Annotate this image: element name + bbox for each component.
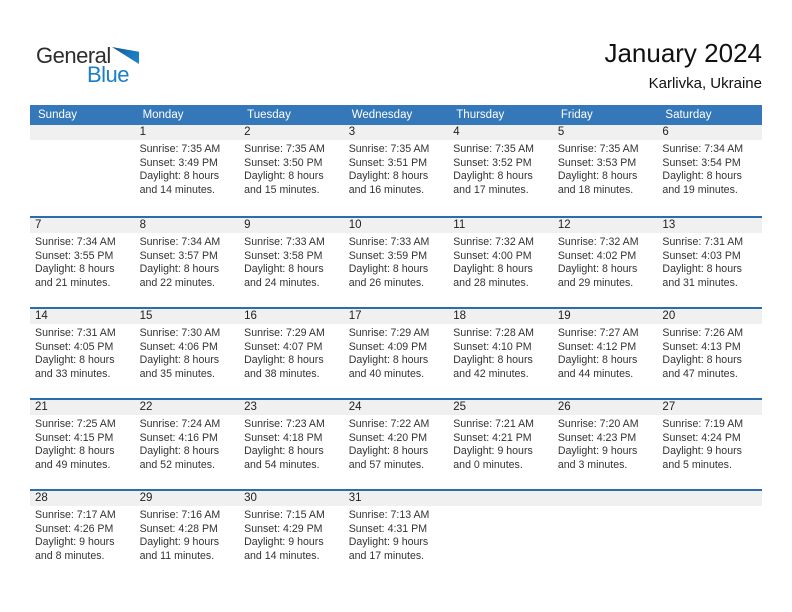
sunrise-line: Sunrise: 7:24 AM xyxy=(139,418,221,430)
sunrise-line: Sunrise: 7:30 AM xyxy=(139,327,221,339)
daylight-line-2: and 33 minutes. xyxy=(35,367,111,380)
daylight-line: Daylight: 8 hours xyxy=(348,263,429,275)
sunrise-line: Sunrise: 7:35 AM xyxy=(139,143,221,155)
daylight-line: Daylight: 8 hours xyxy=(244,263,324,275)
day-cell xyxy=(344,327,449,381)
sunset-line: Sunset: 3:57 PM xyxy=(139,249,218,262)
day-cell xyxy=(239,418,344,472)
daylight-line: Daylight: 8 hours xyxy=(557,354,638,366)
sunset-line: Sunset: 4:09 PM xyxy=(348,340,428,353)
sunrise-line: Sunrise: 7:34 AM xyxy=(35,236,116,248)
daylight-line-2: and 29 minutes. xyxy=(557,276,634,289)
sunrise-line: Sunrise: 7:27 AM xyxy=(557,327,639,339)
daylight-line-2: and 5 minutes. xyxy=(662,458,732,471)
sunrise-line: Sunrise: 7:15 AM xyxy=(244,509,325,521)
day-number: 23 xyxy=(244,401,257,413)
day-number: 21 xyxy=(35,401,48,413)
day-number: 30 xyxy=(244,492,257,504)
day-number: 17 xyxy=(348,310,362,322)
daylight-line-2: and 17 minutes. xyxy=(348,549,425,562)
sunset-line: Sunset: 4:20 PM xyxy=(348,431,428,444)
day-number: 12 xyxy=(557,219,571,231)
logo-text-blue: Blue xyxy=(87,62,130,87)
daylight-line-2: and 16 minutes. xyxy=(348,183,425,196)
sunset-line: Sunset: 3:49 PM xyxy=(139,156,218,169)
sunset-line: Sunset: 4:03 PM xyxy=(662,249,741,262)
day-number: 4 xyxy=(453,126,460,138)
day-number: 31 xyxy=(348,492,362,504)
day-number: 27 xyxy=(662,401,676,413)
daylight-line: Daylight: 8 hours xyxy=(662,263,742,275)
daylight-line-2: and 17 minutes. xyxy=(453,183,529,196)
daylight-line-2: and 8 minutes. xyxy=(35,549,105,562)
sunrise-line: Sunrise: 7:13 AM xyxy=(348,509,430,521)
week-row xyxy=(30,489,762,580)
weekday-header: Tuesday xyxy=(247,109,291,121)
daylight-line: Daylight: 8 hours xyxy=(453,263,533,275)
daylight-line: Daylight: 8 hours xyxy=(557,263,638,275)
day-number xyxy=(448,491,553,506)
day-number: 2 xyxy=(244,126,251,138)
day-cell xyxy=(448,509,553,563)
sunrise-line: Sunrise: 7:28 AM xyxy=(453,327,534,339)
day-cell xyxy=(657,418,762,472)
day-number xyxy=(30,125,135,140)
day-details-row xyxy=(30,415,762,472)
daylight-line-2: and 52 minutes. xyxy=(139,458,215,471)
week-row xyxy=(30,125,762,216)
day-cell xyxy=(553,143,658,197)
day-number-band xyxy=(30,400,762,415)
daylight-line-2: and 24 minutes. xyxy=(244,276,320,289)
sunrise-line: Sunrise: 7:25 AM xyxy=(35,418,116,430)
sunset-line: Sunset: 3:58 PM xyxy=(244,249,323,262)
sunset-line: Sunset: 3:52 PM xyxy=(453,156,532,169)
sunrise-line: Sunrise: 7:35 AM xyxy=(244,143,325,155)
day-cell xyxy=(344,236,449,290)
weekday-header: Sunday xyxy=(38,109,78,121)
logo-text-general: General xyxy=(36,43,111,68)
day-details-row xyxy=(30,233,762,290)
sunrise-line: Sunrise: 7:20 AM xyxy=(557,418,639,430)
daylight-line: Daylight: 8 hours xyxy=(348,170,429,182)
day-number: 1 xyxy=(139,126,146,138)
day-cell xyxy=(657,327,762,381)
daylight-line-2: and 44 minutes. xyxy=(557,367,634,380)
day-cell xyxy=(135,418,240,472)
sunset-line: Sunset: 4:13 PM xyxy=(662,340,741,353)
general-blue-logo xyxy=(36,40,166,88)
daylight-line-2: and 40 minutes. xyxy=(348,367,425,380)
daylight-line-2: and 54 minutes. xyxy=(244,458,320,471)
day-cell xyxy=(553,418,658,472)
daylight-line: Daylight: 8 hours xyxy=(453,354,533,366)
calendar-table xyxy=(30,105,762,580)
day-details-row xyxy=(30,506,762,563)
sunset-line: Sunset: 4:23 PM xyxy=(557,431,637,444)
day-cell xyxy=(239,509,344,563)
daylight-line-2: and 31 minutes. xyxy=(662,276,738,289)
sunset-line: Sunset: 4:16 PM xyxy=(139,431,218,444)
day-cell xyxy=(448,143,553,197)
daylight-line-2: and 0 minutes. xyxy=(453,458,523,471)
day-cell xyxy=(344,418,449,472)
sunset-line: Sunset: 4:00 PM xyxy=(453,249,532,262)
daylight-line-2: and 28 minutes. xyxy=(453,276,529,289)
sunrise-line: Sunrise: 7:35 AM xyxy=(557,143,639,155)
sunrise-line: Sunrise: 7:16 AM xyxy=(139,509,221,521)
day-number xyxy=(657,491,762,506)
day-number: 19 xyxy=(557,310,571,322)
page-title: January 2024 xyxy=(604,38,762,68)
daylight-line: Daylight: 8 hours xyxy=(244,170,324,182)
week-row xyxy=(30,216,762,307)
sunrise-line: Sunrise: 7:35 AM xyxy=(348,143,430,155)
day-number: 5 xyxy=(557,126,565,138)
week-row xyxy=(30,307,762,398)
day-details-row xyxy=(30,140,762,197)
daylight-line: Daylight: 8 hours xyxy=(453,170,533,182)
sunrise-line: Sunrise: 7:32 AM xyxy=(453,236,534,248)
daylight-line: Daylight: 9 hours xyxy=(244,536,324,548)
daylight-line-2: and 14 minutes. xyxy=(244,549,320,562)
sunrise-line: Sunrise: 7:29 AM xyxy=(244,327,325,339)
sunset-line: Sunset: 4:05 PM xyxy=(35,340,114,353)
daylight-line-2: and 57 minutes. xyxy=(348,458,425,471)
sunset-line: Sunset: 3:55 PM xyxy=(35,249,114,262)
day-number: 13 xyxy=(662,219,676,231)
sunset-line: Sunset: 4:02 PM xyxy=(557,249,637,262)
sunrise-line: Sunrise: 7:34 AM xyxy=(139,236,221,248)
day-cell xyxy=(448,418,553,472)
day-number: 11 xyxy=(453,219,466,231)
daylight-line-2: and 35 minutes. xyxy=(139,367,215,380)
day-number-band xyxy=(30,125,762,140)
day-cell xyxy=(239,327,344,381)
day-number: 10 xyxy=(348,219,362,231)
sunset-line: Sunset: 4:21 PM xyxy=(453,431,532,444)
day-number: 29 xyxy=(139,492,153,504)
day-number: 22 xyxy=(139,401,153,413)
day-cell xyxy=(553,509,658,563)
sunrise-line: Sunrise: 7:32 AM xyxy=(557,236,639,248)
daylight-line-2: and 49 minutes. xyxy=(35,458,111,471)
daylight-line: Daylight: 8 hours xyxy=(35,263,115,275)
daylight-line: Daylight: 9 hours xyxy=(662,445,742,457)
day-cell xyxy=(135,327,240,381)
weekday-header: Monday xyxy=(142,109,184,121)
day-number: 15 xyxy=(139,310,153,322)
day-number: 7 xyxy=(35,219,42,231)
day-number: 18 xyxy=(453,310,467,322)
day-cell xyxy=(448,236,553,290)
day-number: 14 xyxy=(35,310,48,322)
sunset-line: Sunset: 4:31 PM xyxy=(348,522,428,535)
daylight-line: Daylight: 9 hours xyxy=(35,536,115,548)
sunset-line: Sunset: 3:51 PM xyxy=(348,156,428,169)
daylight-line: Daylight: 8 hours xyxy=(139,170,220,182)
sunrise-line: Sunrise: 7:34 AM xyxy=(662,143,744,155)
sunset-line: Sunset: 4:18 PM xyxy=(244,431,323,444)
daylight-line: Daylight: 9 hours xyxy=(557,445,638,457)
sunrise-line: Sunrise: 7:33 AM xyxy=(244,236,325,248)
sunrise-line: Sunrise: 7:23 AM xyxy=(244,418,325,430)
sunset-line: Sunset: 4:06 PM xyxy=(139,340,218,353)
daylight-line: Daylight: 8 hours xyxy=(35,354,115,366)
weekday-header: Thursday xyxy=(456,109,505,121)
sunrise-line: Sunrise: 7:22 AM xyxy=(348,418,430,430)
daylight-line-2: and 26 minutes. xyxy=(348,276,425,289)
day-number: 26 xyxy=(557,401,571,413)
daylight-line: Daylight: 8 hours xyxy=(244,445,324,457)
day-cell xyxy=(135,509,240,563)
daylight-line: Daylight: 8 hours xyxy=(662,354,742,366)
day-number-band xyxy=(30,491,762,506)
sunrise-line: Sunrise: 7:19 AM xyxy=(662,418,744,430)
daylight-line: Daylight: 8 hours xyxy=(348,354,429,366)
daylight-line-2: and 21 minutes. xyxy=(35,276,111,289)
day-cell xyxy=(30,236,135,290)
sunset-line: Sunset: 3:59 PM xyxy=(348,249,428,262)
sunrise-line: Sunrise: 7:31 AM xyxy=(662,236,744,248)
sunrise-line: Sunrise: 7:33 AM xyxy=(348,236,430,248)
sunset-line: Sunset: 4:29 PM xyxy=(244,522,323,535)
sunrise-line: Sunrise: 7:35 AM xyxy=(453,143,534,155)
day-cell xyxy=(657,143,762,197)
day-cell xyxy=(135,236,240,290)
sunset-line: Sunset: 4:12 PM xyxy=(557,340,637,353)
day-number: 9 xyxy=(244,219,251,231)
daylight-line: Daylight: 9 hours xyxy=(348,536,429,548)
daylight-line: Daylight: 8 hours xyxy=(557,170,638,182)
daylight-line: Daylight: 8 hours xyxy=(35,445,115,457)
sunrise-line: Sunrise: 7:31 AM xyxy=(35,327,116,339)
day-cell xyxy=(344,143,449,197)
daylight-line: Daylight: 9 hours xyxy=(139,536,220,548)
day-cell xyxy=(239,236,344,290)
day-cell xyxy=(448,327,553,381)
day-cell xyxy=(30,327,135,381)
sunrise-line: Sunrise: 7:21 AM xyxy=(453,418,534,430)
day-cell xyxy=(657,509,762,563)
daylight-line-2: and 14 minutes. xyxy=(139,183,215,196)
sunset-line: Sunset: 3:50 PM xyxy=(244,156,323,169)
daylight-line-2: and 3 minutes. xyxy=(557,458,628,471)
weekday-header: Wednesday xyxy=(351,109,413,121)
day-number-band xyxy=(30,218,762,233)
sunset-line: Sunset: 3:54 PM xyxy=(662,156,741,169)
day-cell xyxy=(553,327,658,381)
daylight-line: Daylight: 8 hours xyxy=(244,354,324,366)
daylight-line-2: and 42 minutes. xyxy=(453,367,529,380)
day-cell xyxy=(135,143,240,197)
day-number-band xyxy=(30,309,762,324)
sunrise-line: Sunrise: 7:29 AM xyxy=(348,327,430,339)
daylight-line: Daylight: 8 hours xyxy=(348,445,429,457)
daylight-line-2: and 18 minutes. xyxy=(557,183,634,196)
sunrise-line: Sunrise: 7:26 AM xyxy=(662,327,744,339)
daylight-line: Daylight: 8 hours xyxy=(139,445,220,457)
sunset-line: Sunset: 4:10 PM xyxy=(453,340,532,353)
weekday-header: Friday xyxy=(560,109,593,121)
daylight-line-2: and 11 minutes. xyxy=(139,549,215,562)
location-subtitle: Karlivka, Ukraine xyxy=(648,75,762,92)
sunset-line: Sunset: 4:15 PM xyxy=(35,431,114,444)
week-row xyxy=(30,398,762,489)
day-number: 20 xyxy=(662,310,676,322)
day-number xyxy=(553,491,658,506)
daylight-line-2: and 15 minutes. xyxy=(244,183,320,196)
sunrise-line: Sunrise: 7:17 AM xyxy=(35,509,116,521)
sunset-line: Sunset: 4:28 PM xyxy=(139,522,218,535)
day-number: 28 xyxy=(35,492,48,504)
day-number: 6 xyxy=(662,126,669,138)
sunset-line: Sunset: 4:07 PM xyxy=(244,340,323,353)
day-cell xyxy=(30,418,135,472)
sunset-line: Sunset: 3:53 PM xyxy=(557,156,637,169)
day-cell xyxy=(657,236,762,290)
day-details-row xyxy=(30,324,762,381)
daylight-line: Daylight: 8 hours xyxy=(139,354,220,366)
weekday-row xyxy=(30,105,762,125)
daylight-line-2: and 22 minutes. xyxy=(139,276,215,289)
daylight-line: Daylight: 8 hours xyxy=(662,170,742,182)
day-number: 25 xyxy=(453,401,467,413)
daylight-line: Daylight: 9 hours xyxy=(453,445,533,457)
day-cell xyxy=(30,509,135,563)
weekday-header: Saturday xyxy=(665,109,712,121)
daylight-line-2: and 19 minutes. xyxy=(662,183,738,196)
day-number: 16 xyxy=(244,310,257,322)
daylight-line-2: and 38 minutes. xyxy=(244,367,320,380)
sunset-line: Sunset: 4:24 PM xyxy=(662,431,741,444)
day-cell xyxy=(553,236,658,290)
daylight-line-2: and 47 minutes. xyxy=(662,367,738,380)
daylight-line: Daylight: 8 hours xyxy=(139,263,220,275)
day-number: 3 xyxy=(348,126,356,138)
weeks xyxy=(30,125,762,580)
day-cell xyxy=(344,509,449,563)
day-number: 8 xyxy=(139,219,146,231)
day-cell xyxy=(239,143,344,197)
title-block xyxy=(604,38,762,92)
day-number: 24 xyxy=(348,401,362,413)
sunset-line: Sunset: 4:26 PM xyxy=(35,522,114,535)
day-cell xyxy=(30,143,135,197)
